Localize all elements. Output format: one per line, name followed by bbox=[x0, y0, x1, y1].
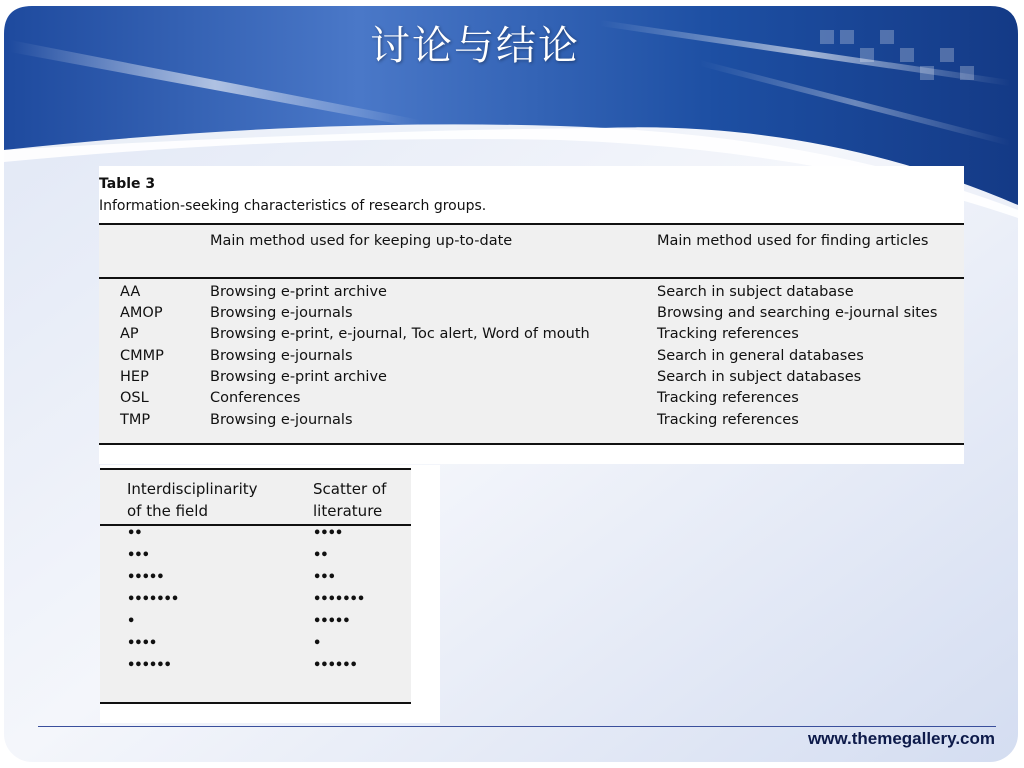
table-row bbox=[99, 305, 964, 326]
table-row bbox=[99, 284, 964, 305]
header-scatter bbox=[313, 478, 386, 522]
header-interdisciplinarity-line2: of the field bbox=[127, 502, 208, 520]
interdisciplinarity-cell: •• bbox=[127, 526, 142, 541]
finding-cell: Search in general databases bbox=[657, 348, 864, 364]
table-row bbox=[99, 348, 964, 369]
table-row bbox=[99, 369, 964, 390]
keeping-cell: Browsing e-journals bbox=[210, 305, 353, 321]
finding-cell: Search in subject database bbox=[657, 284, 854, 300]
table3-label: Table 3 bbox=[99, 176, 156, 192]
table3-grid bbox=[99, 223, 964, 445]
scatter-table-image bbox=[100, 465, 440, 723]
keeping-cell: Browsing e-journals bbox=[210, 412, 353, 428]
keeping-cell: Browsing e-journals bbox=[210, 348, 353, 364]
table-row bbox=[100, 570, 411, 592]
group-cell: AMOP bbox=[120, 305, 163, 321]
table3-description: Information-seeking characteristics of research groups. bbox=[99, 198, 487, 214]
scatter-cell: • bbox=[313, 636, 321, 651]
group-cell: OSL bbox=[120, 390, 149, 406]
scatter-cell: ••• bbox=[313, 570, 335, 585]
table-row bbox=[99, 326, 964, 347]
group-cell: AP bbox=[120, 326, 139, 342]
header-interdisciplinarity bbox=[127, 478, 258, 522]
scatter-cell: •••••• bbox=[313, 658, 357, 673]
interdisciplinarity-cell: •••••• bbox=[127, 658, 171, 673]
table-row bbox=[100, 658, 411, 680]
footer-url: www.themegallery.com bbox=[807, 729, 995, 748]
header-interdisciplinarity-line1: Interdisciplinarity bbox=[127, 480, 258, 498]
table-row bbox=[99, 412, 964, 433]
scatter-cell: •• bbox=[313, 548, 328, 563]
keeping-cell: Conferences bbox=[210, 390, 301, 406]
scatter-table bbox=[100, 468, 411, 704]
table3-header-finding: Main method used for finding articles bbox=[657, 233, 929, 249]
table-row bbox=[100, 614, 411, 636]
interdisciplinarity-cell: ••••• bbox=[127, 570, 164, 585]
table-row bbox=[100, 526, 411, 548]
table3-image bbox=[99, 166, 964, 464]
interdisciplinarity-cell: ••••••• bbox=[127, 592, 179, 607]
footer-divider bbox=[38, 726, 996, 727]
table-row bbox=[100, 592, 411, 614]
slide-title: 讨论与结论 bbox=[370, 23, 580, 69]
interdisciplinarity-cell: •••• bbox=[127, 636, 157, 651]
finding-cell: Tracking references bbox=[657, 390, 799, 406]
table3-header-keeping: Main method used for keeping up-to-date bbox=[210, 233, 513, 249]
table3-caption bbox=[99, 175, 486, 215]
table-row bbox=[100, 636, 411, 658]
scatter-cell: •••• bbox=[313, 526, 343, 541]
group-cell: TMP bbox=[120, 412, 151, 428]
header-scatter-line2: literature bbox=[313, 502, 383, 520]
finding-cell: Tracking references bbox=[657, 326, 799, 342]
interdisciplinarity-cell: • bbox=[127, 614, 135, 629]
group-cell: AA bbox=[120, 284, 141, 300]
table3-header-divider bbox=[99, 277, 964, 279]
group-cell: HEP bbox=[120, 369, 149, 385]
scatter-cell: ••••••• bbox=[313, 592, 365, 607]
keeping-cell: Browsing e-print, e-journal, Toc alert, Word of mouth bbox=[210, 326, 590, 342]
keeping-cell: Browsing e-print archive bbox=[210, 284, 387, 300]
scatter-cell: ••••• bbox=[313, 614, 350, 629]
table-row bbox=[99, 390, 964, 411]
finding-cell: Search in subject databases bbox=[657, 369, 862, 385]
group-cell: CMMP bbox=[120, 348, 164, 364]
keeping-cell: Browsing e-print archive bbox=[210, 369, 387, 385]
interdisciplinarity-cell: ••• bbox=[127, 548, 149, 563]
table-row bbox=[100, 548, 411, 570]
finding-cell: Browsing and searching e-journal sites bbox=[657, 305, 938, 321]
finding-cell: Tracking references bbox=[657, 412, 799, 428]
header-scatter-line1: Scatter of bbox=[313, 480, 387, 498]
